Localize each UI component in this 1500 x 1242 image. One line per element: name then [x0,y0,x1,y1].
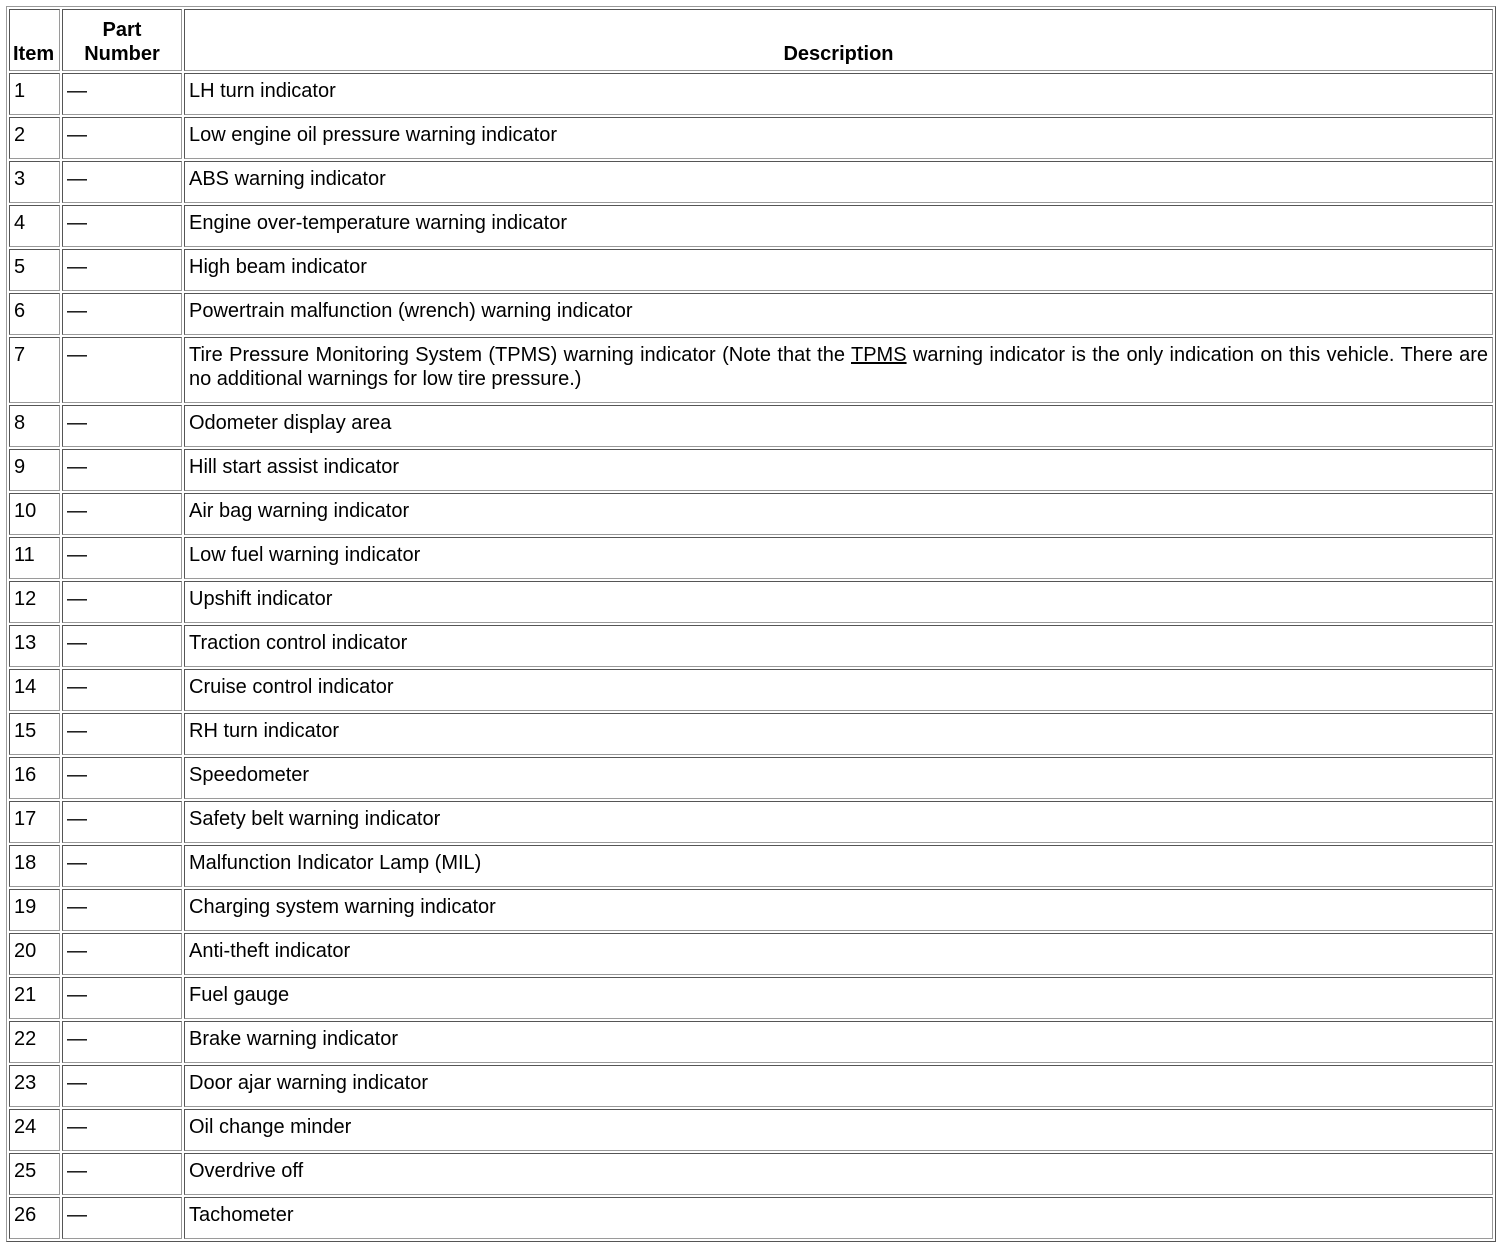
description-cell: ABS warning indicator [184,161,1493,203]
table-row [9,581,1493,623]
part-number-cell: — [62,581,182,623]
part-number-cell: — [62,1065,182,1107]
part-number-cell: — [62,405,182,447]
description-cell: LH turn indicator [184,73,1493,115]
part-number-cell: — [62,1021,182,1063]
header-item: Item [9,9,60,71]
description-cell: Upshift indicator [184,581,1493,623]
table-row [9,249,1493,291]
table-header-row [9,9,1493,71]
part-number-cell: — [62,293,182,335]
item-cell: 11 [9,537,60,579]
table-row [9,933,1493,975]
description-cell: Cruise control indicator [184,669,1493,711]
item-cell: 24 [9,1109,60,1151]
item-cell: 10 [9,493,60,535]
part-number-cell: — [62,845,182,887]
description-cell: Speedometer [184,757,1493,799]
table-row [9,845,1493,887]
part-number-cell: — [62,1197,182,1239]
description-cell: Malfunction Indicator Lamp (MIL) [184,845,1493,887]
item-cell: 25 [9,1153,60,1195]
description-cell [184,337,1493,403]
item-cell: 3 [9,161,60,203]
part-number-cell: — [62,801,182,843]
table-row [9,801,1493,843]
description-cell: Low engine oil pressure warning indicator [184,117,1493,159]
description-cell: Powertrain malfunction (wrench) warning indicator [184,293,1493,335]
description-cell: Charging system warning indicator [184,889,1493,931]
table-row [9,1065,1493,1107]
table-row [9,493,1493,535]
table-row [9,449,1493,491]
description-cell: Brake warning indicator [184,1021,1493,1063]
table-row [9,1153,1493,1195]
table-row [9,161,1493,203]
description-cell: Hill start assist indicator [184,449,1493,491]
table-row [9,405,1493,447]
description-cell: RH turn indicator [184,713,1493,755]
description-cell: Fuel gauge [184,977,1493,1019]
item-cell: 15 [9,713,60,755]
part-number-cell: — [62,1109,182,1151]
part-number-cell: — [62,933,182,975]
item-cell: 18 [9,845,60,887]
item-cell: 23 [9,1065,60,1107]
part-number-cell: — [62,889,182,931]
part-number-cell: — [62,73,182,115]
part-number-cell: — [62,249,182,291]
description-cell: Traction control indicator [184,625,1493,667]
table-row [9,337,1493,403]
table-row [9,757,1493,799]
description-cell: Oil change minder [184,1109,1493,1151]
part-number-cell: — [62,713,182,755]
table-row [9,1197,1493,1239]
item-cell: 9 [9,449,60,491]
item-cell: 12 [9,581,60,623]
tpms-link[interactable]: TPMS [851,344,907,366]
table-row [9,1021,1493,1063]
part-number-cell: — [62,757,182,799]
part-number-cell: — [62,449,182,491]
description-cell: Odometer display area [184,405,1493,447]
item-cell: 20 [9,933,60,975]
description-cell: Tachometer [184,1197,1493,1239]
description-cell: Engine over-temperature warning indicator [184,205,1493,247]
part-number-cell: — [62,117,182,159]
part-number-cell: — [62,537,182,579]
item-cell: 22 [9,1021,60,1063]
table-row [9,1109,1493,1151]
table-row [9,73,1493,115]
header-part-number: Part Number [62,9,182,71]
part-number-cell: — [62,493,182,535]
table-row [9,117,1493,159]
description-text-post: warning indicator is the only indication on this vehicle. There are no additional warnings for low tire pressure.) [189,344,1488,390]
description-cell: Low fuel warning indicator [184,537,1493,579]
item-cell: 19 [9,889,60,931]
description-cell: Anti-theft indicator [184,933,1493,975]
item-cell: 16 [9,757,60,799]
item-cell: 21 [9,977,60,1019]
item-cell: 17 [9,801,60,843]
item-cell: 1 [9,73,60,115]
part-number-cell: — [62,669,182,711]
description-cell: High beam indicator [184,249,1493,291]
part-number-cell: — [62,625,182,667]
part-number-cell: — [62,205,182,247]
table-row [9,205,1493,247]
part-number-cell: — [62,161,182,203]
parts-table [6,6,1496,1242]
part-number-cell: — [62,977,182,1019]
item-cell: 26 [9,1197,60,1239]
item-cell: 6 [9,293,60,335]
table-row [9,977,1493,1019]
table-row [9,889,1493,931]
table-row [9,669,1493,711]
item-cell: 8 [9,405,60,447]
item-cell: 4 [9,205,60,247]
description-cell: Door ajar warning indicator [184,1065,1493,1107]
description-cell: Air bag warning indicator [184,493,1493,535]
table-row [9,293,1493,335]
part-number-cell: — [62,1153,182,1195]
description-cell: Safety belt warning indicator [184,801,1493,843]
item-cell: 5 [9,249,60,291]
description-text-pre: Tire Pressure Monitoring System (TPMS) warning indicator (Note that the [189,344,851,366]
item-cell: 7 [9,337,60,403]
table-row [9,625,1493,667]
item-cell: 14 [9,669,60,711]
description-cell: Overdrive off [184,1153,1493,1195]
table-row [9,537,1493,579]
table-row [9,713,1493,755]
header-description: Description [184,9,1493,71]
part-number-cell: — [62,337,182,403]
item-cell: 13 [9,625,60,667]
item-cell: 2 [9,117,60,159]
